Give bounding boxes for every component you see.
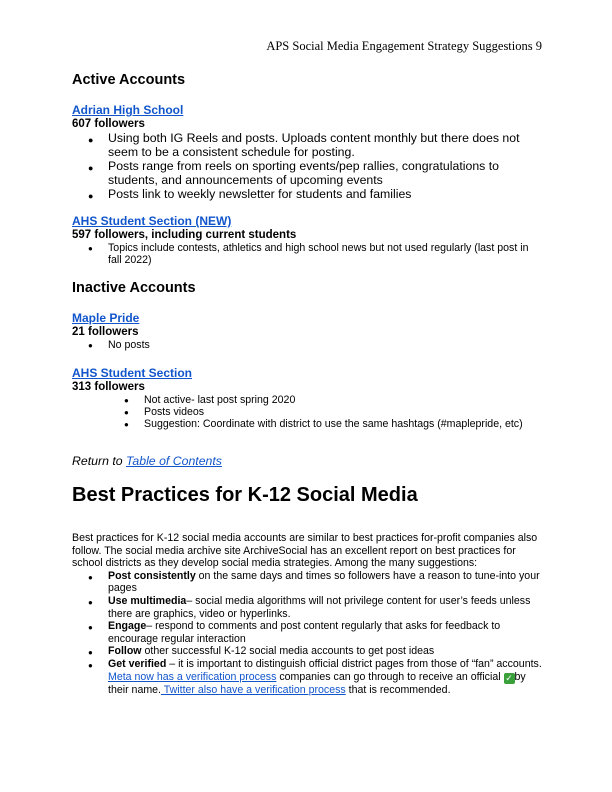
check-mark-icon: ✓	[505, 672, 513, 683]
account-ahs-student-section-new	[72, 213, 542, 266]
running-header: APS Social Media Engagement Strategy Suggestions 9	[266, 39, 542, 53]
list-item: ● Not active- last post spring 2020	[144, 394, 542, 406]
account-link[interactable]: Maple Pride	[72, 311, 140, 325]
follower-count: 607 followers	[72, 118, 145, 130]
follower-count: 21 followers	[72, 326, 139, 338]
list-item	[108, 645, 542, 658]
account-link[interactable]: Adrian High School	[72, 103, 184, 117]
list-item: ● Topics include contests, athletics and high school news but not used regularly (last post in fall 2022)	[108, 242, 542, 266]
best-practices-list	[108, 570, 542, 696]
follower-count: 313 followers	[72, 381, 145, 393]
item-bold: Use multimedia	[108, 594, 187, 607]
page-content	[72, 72, 542, 696]
item-text: companies can go through to receive an official	[276, 670, 504, 683]
list-item	[108, 595, 542, 620]
account-maple-pride	[72, 310, 542, 351]
list-item: ● Posts link to weekly newsletter for students and families	[108, 187, 542, 201]
active-accounts-heading: Active Accounts	[72, 72, 186, 88]
account-bullets	[108, 131, 542, 201]
list-item-get-verified	[108, 658, 542, 696]
item-text: – respond to comments and post content regularly that asks for feedback to encourage regular interaction	[108, 620, 501, 645]
list-item: ● Using both IG Reels and posts. Uploads content monthly but there does not seem to be a consistent schedule for posting.	[108, 131, 542, 159]
account-bullets	[144, 394, 542, 430]
item-bold: Engage	[108, 620, 147, 633]
item-bold: Post consistently	[108, 569, 196, 582]
twitter-verification-link[interactable]: Twitter also have a verification process	[161, 683, 346, 696]
table-of-contents-link[interactable]: Table of Contents	[126, 454, 222, 468]
list-item: ● No posts	[108, 339, 542, 351]
item-text: that is recommended.	[345, 683, 451, 696]
meta-verification-link[interactable]: Meta now has a verification process	[108, 670, 277, 683]
inactive-accounts-heading: Inactive Accounts	[72, 280, 196, 296]
list-item: ● Suggestion: Coordinate with district to use the same hashtags (#maplepride, etc)	[144, 418, 542, 430]
item-text: – social media algorithms will not privilege content for user’s feeds unless there are graphics, video or hyperlinks.	[108, 594, 531, 620]
list-item: ● Posts videos	[144, 406, 542, 418]
item-bold: Get verified	[108, 657, 167, 670]
account-link[interactable]: AHS Student Section	[72, 366, 193, 380]
list-item	[108, 570, 542, 595]
best-practices-title: Best Practices for K-12 Social Media	[72, 484, 418, 506]
item-text: by their name.	[108, 670, 526, 696]
account-adrian-high-school	[72, 102, 542, 201]
return-to-toc	[72, 454, 542, 468]
item-text: – it is important to distinguish official district pages from those of “fan” accounts.	[166, 657, 542, 670]
follower-count: 597 followers, including current students	[72, 229, 297, 241]
item-bold: Follow	[108, 645, 142, 658]
account-ahs-student-section	[72, 365, 542, 430]
account-bullets	[108, 242, 542, 266]
item-text: other successful K-12 social media accounts to get post ideas	[141, 645, 435, 658]
account-bullets	[108, 339, 542, 351]
return-prefix: Return to	[72, 454, 123, 468]
list-item: ● Posts range from reels on sporting events/pep rallies, congratulations to students, and announcements of upcoming events	[108, 159, 542, 187]
list-item	[108, 620, 542, 645]
account-link[interactable]: AHS Student Section (NEW)	[72, 214, 232, 228]
intro-paragraph: Best practices for K-12 social media accounts are similar to best practices for-profit companies also follow. The social media archive site ArchiveSocial has an excellent report on best practices for school districts as they develop social media strategies. Among the many suggestions:	[72, 532, 538, 570]
item-text: on the same days and times so followers have a reason to tune-into your pages	[108, 569, 540, 595]
